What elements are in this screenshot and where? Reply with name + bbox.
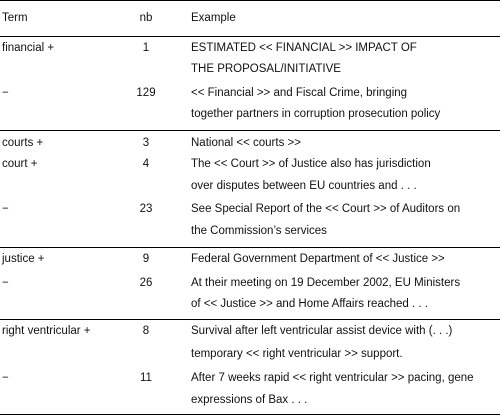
- nb-cell: 23: [139, 203, 153, 215]
- nb-cell: 11: [140, 372, 152, 384]
- nb-cell: 4: [142, 158, 150, 170]
- example-line: the Commission’s services: [191, 225, 327, 237]
- term-cell: −: [2, 203, 9, 215]
- group-separator: [0, 247, 500, 248]
- term-cell: −: [2, 87, 9, 99]
- example-line: National << courts >>: [191, 137, 301, 149]
- term-cell: −: [2, 372, 9, 384]
- header-example: Example: [191, 12, 236, 24]
- example-line: Federal Government Department of << Justice >>: [191, 253, 445, 265]
- example-line: See Special Report of the << Court >> of Auditors on: [191, 203, 461, 215]
- header-nb: nb: [139, 12, 153, 24]
- group-separator: [0, 130, 500, 131]
- group-separator: [0, 319, 500, 320]
- nb-cell: 129: [136, 87, 156, 99]
- example-line: THE PROPOSAL/INITIATIVE: [191, 63, 341, 75]
- example-line: ESTIMATED << FINANCIAL >> IMPACT OF: [191, 42, 417, 54]
- term-cell: −: [2, 277, 9, 289]
- header-rule: [0, 36, 500, 37]
- example-line: After 7 weeks rapid << right ventricular >> pacing, gene: [191, 372, 474, 384]
- term-cell: right ventricular +: [2, 325, 91, 337]
- example-line: The << Court >> of Justice also has jurisdiction: [191, 158, 431, 170]
- example-line: << Financial >> and Fiscal Crime, bringing: [191, 87, 408, 99]
- term-cell: court +: [2, 158, 38, 170]
- table-top-rule: [0, 0, 500, 1]
- example-line: of << Justice >> and Home Affairs reached . . .: [191, 298, 428, 310]
- example-line: Survival after left ventricular assist device with (. . .): [191, 325, 453, 337]
- header-term: Term: [2, 12, 28, 24]
- example-line: over disputes between EU countries and . . .: [191, 180, 417, 192]
- example-line: together partners in corruption prosecution policy: [191, 108, 441, 120]
- nb-cell: 26: [139, 277, 153, 289]
- term-cell: financial +: [2, 42, 55, 54]
- nb-cell: 1: [142, 42, 150, 54]
- example-line: temporary << right ventricular >> support.: [191, 348, 403, 360]
- example-line: At their meeting on 19 December 2002, EU Ministers: [191, 277, 461, 289]
- nb-cell: 9: [142, 253, 150, 265]
- nb-cell: 8: [142, 325, 150, 337]
- nb-cell: 3: [142, 137, 150, 149]
- table-bottom-rule: [0, 414, 500, 415]
- term-cell: courts +: [2, 137, 44, 149]
- term-cell: justice +: [2, 253, 45, 265]
- example-line: expressions of Bax . . .: [191, 394, 308, 406]
